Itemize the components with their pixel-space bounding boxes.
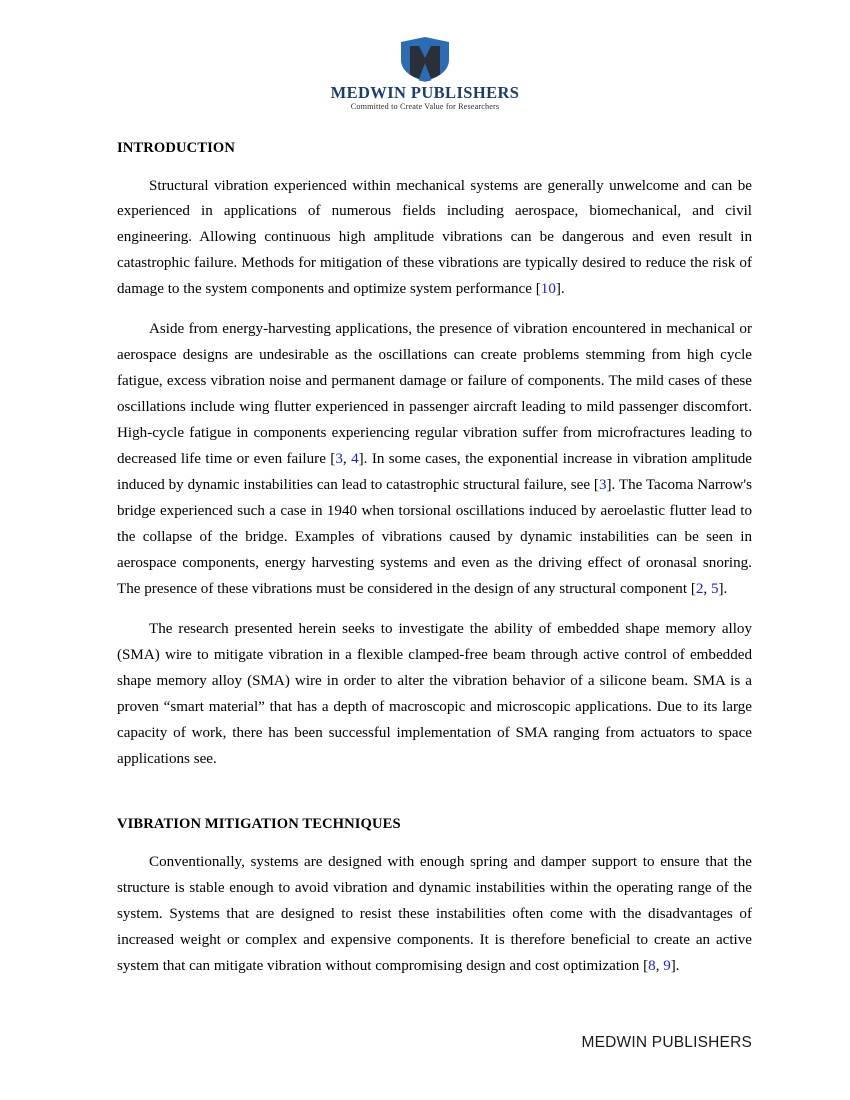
paragraph: Conventionally, systems are designed with enough spring and damper support to ensure that the structure is stable enough to avoid vibration and dynamic instabilities within the operating range of the system. Systems that are designed to resist these instabilities often come with the disadvantages of increased weight or complex and expensive components. It is therefore beneficial to create an active system that can mitigate vibration without compromising design and cost optimization [8, 9]. <box>117 853 752 974</box>
citation-reference[interactable]: 10 <box>540 281 556 298</box>
paragraph: Structural vibration experienced within mechanical systems are generally unwelcome and can be experienced in applications of numerous fields including aerospace, biomechanical, and civil engineering. Allowing continuous high amplitude vibrations can be dangerous and even result in catastrophic failure. Methods for mitigation of these vibrations are typically desired to reduce the risk of damage to the system components and optimize system performance [10]. <box>117 177 752 298</box>
citation-reference[interactable]: 3 <box>598 476 607 493</box>
section-heading-vibration-mitigation-techniques: VIBRATION MITIGATION TECHNIQUES <box>117 816 401 833</box>
publisher-logo-header <box>0 36 850 111</box>
citation-reference[interactable]: 4 <box>351 451 359 468</box>
section-heading-introduction: INTRODUCTION <box>117 140 235 156</box>
article-body <box>117 140 752 980</box>
publisher-brand-name: MEDWIN PUBLISHERS <box>330 83 520 102</box>
paragraph: The research presented herein seeks to investigate the ability of embedded shape memory alloy (SMA) wire to mitigate vibration in a flexible clamped-free beam through active control of embedded shape memory alloy (SMA) wire in order to alter the vibration behavior of a silicone beam. SMA is a proven “smart material” that has a depth of macroscopic and microscopic applications. Due to its large capacity of work, there has been successful implementation of SMA ranging from actuators to space applications see. <box>117 620 752 767</box>
citation-reference[interactable]: 2 <box>695 580 704 597</box>
citation-reference[interactable]: 3 <box>335 451 343 468</box>
publisher-tagline: Committed to Create Value for Researchers <box>350 102 500 112</box>
citation-reference[interactable]: 8 <box>648 957 656 974</box>
citation-reference[interactable]: 5 <box>710 580 719 597</box>
shield-m-logo-icon <box>399 36 451 82</box>
paragraph: Aside from energy-harvesting applications, the presence of vibration encountered in mechanical or aerospace designs are undesirable as the oscillations can create problems stemming from high cycle fatigue, excess vibration noise and permanent damage or failure of components. The mild cases of these oscillations include wing flutter experienced in passenger aircraft leading to mild passenger discomfort. High-cycle fatigue in components experiencing regular vibration suffer from microfractures leading to decreased life time or even failure [3, 4]. In some cases, the exponential increase in vibration amplitude induced by dynamic instabilities can lead to catastrophic structural failure, see [3]. The Tacoma Narrow's bridge experienced such a case in 1940 when torsional oscillations induced by aeroelastic flutter lead to the collapse of the bridge. Examples of vibrations caused by dynamic instabilities can be seen in aerospace components, energy harvesting systems and even as the driving effect of oronasal snoring. The presence of these vibrations must be considered in the design of any structural component [2, 5]. <box>117 321 753 597</box>
page-footer <box>0 1034 850 1052</box>
footer-publisher-label: MEDWIN PUBLISHERS <box>581 1034 752 1051</box>
citation-reference[interactable]: 9 <box>663 957 671 974</box>
